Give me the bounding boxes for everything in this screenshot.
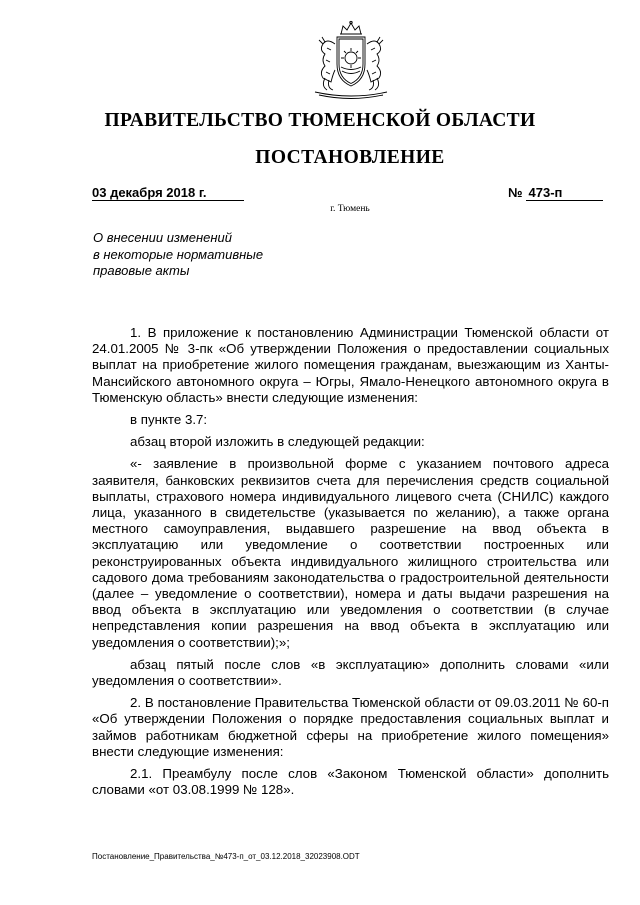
paragraph: 2.1. Преамбулу после слов «Законом Тюменской области» дополнить словами «от 03.08.1999 № 128». — [92, 766, 609, 798]
subject-line: правовые акты — [93, 263, 190, 278]
paragraph: абзац пятый после слов «в эксплуатацию» дополнить словами «или уведомления о соответствии». — [92, 656, 609, 689]
paragraph: абзац второй изложить в следующей редакции: — [130, 434, 425, 450]
subject-line: в некоторые нормативные — [93, 246, 264, 262]
coat-of-arms-icon — [305, 20, 397, 100]
document-date: 03 декабря 2018 г. — [92, 185, 244, 201]
number-sign: № — [508, 185, 523, 200]
footer-filename: Постановление_Правительства_№473-п_от_03.12.2018_32023908.ODT — [92, 852, 360, 861]
government-title: ПРАВИТЕЛЬСТВО ТЮМЕНСКОЙ ОБЛАСТИ — [104, 110, 536, 131]
paragraph: в пункте 3.7: — [130, 412, 208, 428]
number-value: 473-п — [526, 185, 603, 201]
city: г. Тюмень — [330, 204, 370, 214]
document-number — [508, 185, 604, 201]
paragraph: 2. В постановление Правительства Тюменской области от 09.03.2011 № 60-п «Об утверждении Положения о порядке предоставления социальных выплат и займов работникам бюджетной сферы на приобретение жилого помещения» внести следующие изменения: — [92, 695, 609, 759]
document-subject — [93, 230, 313, 280]
paragraph: «- заявление в произвольной форме с указанием почтового адреса заявителя, банковских реквизитов счета для перечисления средств социальной выплаты, страхового номера индивидуального лицевого счета (СНИЛС) каждого лица, указанного в свидетельстве (указывается по желанию), а также органа местного самоуправления, выдавшего разрешение на ввод объекта в эксплуатацию или уведомление о соответствии построенных или реконструированных объекта индивидуального жилищного строительства или садового дома требованиям законодательства о градостроительной деятельности (далее – уведомление о соответствии), номера и даты выдачи разрешения на ввод объекта в эксплуатацию или уведомления о соответствии (в случае непредставления копии разрешения на ввод объекта в эксплуатацию или уведомления о соответствии);»; — [92, 456, 609, 650]
subject-line: О внесении изменений — [93, 230, 232, 245]
document-type: ПОСТАНОВЛЕНИЕ — [255, 147, 445, 168]
document-body — [92, 325, 609, 804]
paragraph: 1. В приложение к постановлению Администрации Тюменской области от 24.01.2005 № 3-пк «Об утверждении Положения о предоставлении социальных выплат на приобретение жилого помещения гражданам, выезжающим из Ханты-Мансийского автономного округа – Югры, Ямало-Ненецкого автономного округа в Тюменскую область» внести следующие изменения: — [92, 325, 609, 405]
